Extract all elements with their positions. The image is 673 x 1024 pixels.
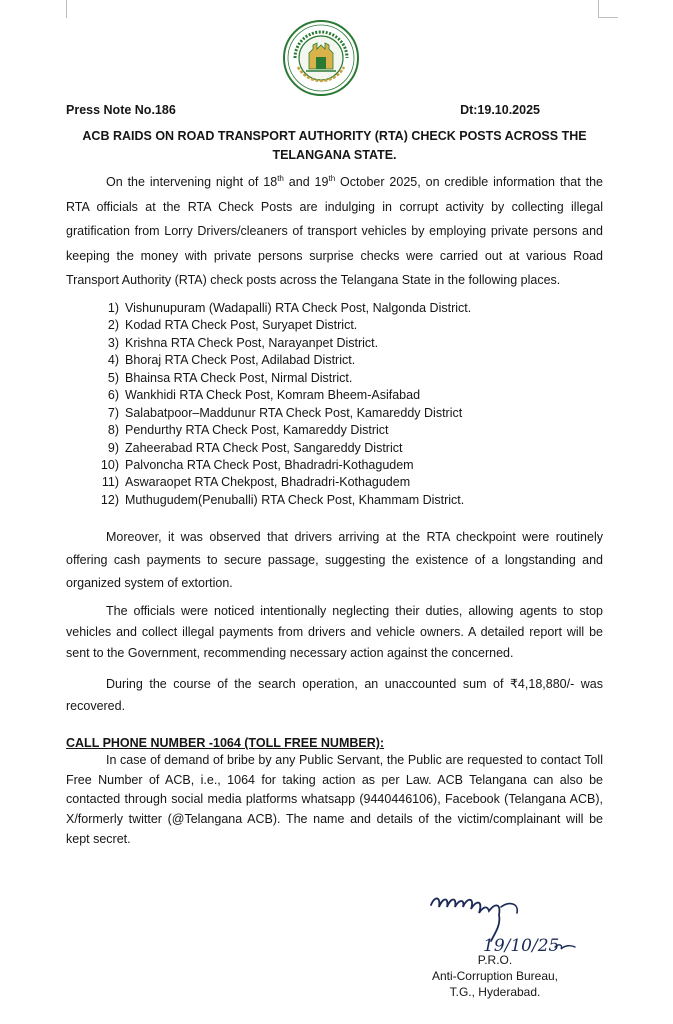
list-item: 12) Muthugudem(Penuballi) RTA Check Post, Khammam District. xyxy=(100,492,465,507)
title-line-2: TELANGANA STATE. xyxy=(272,148,397,162)
page-corner-mark-right xyxy=(598,0,599,18)
press-note-title xyxy=(66,127,603,165)
title-line-1: ACB RAIDS ON ROAD TRANSPORT AUTHORITY (RTA) CHECK POSTS ACROSS THE xyxy=(82,129,587,143)
list-item: 9) Zaheerabad RTA Check Post, Sangareddy District xyxy=(107,440,403,455)
handwritten-date: 19/10/25 xyxy=(483,936,560,956)
list-item: 2) Kodad RTA Check Post, Suryapet District. xyxy=(107,318,358,333)
page-corner-mark-left xyxy=(66,0,67,18)
signoff-department: Anti-Corruption Bureau, xyxy=(431,969,559,983)
intro-paragraph: On the intervening night of 18th and 19th October 2025, on credible information that the RTA officials at the RTA Check Posts are indulging in corrupt activity by collecting illegal gratification from Lorry Drivers/cleaners of transport vehicles by employing private persons and keeping the money with private persons surprise checks were carried out at various Road Transport Authority (RTA) check posts across the Telangana State in the following places. xyxy=(66,173,603,287)
list-item: 8) Pendurthy RTA Check Post, Kamareddy District xyxy=(107,423,389,438)
signoff-location: T.G., Hyderabad. xyxy=(449,985,541,999)
officials-paragraph: The officials were noticed intentionally neglecting their duties, allowing agents to stop vehicles and collect illegal payments from drivers and vehicle owners. A detailed report will be sent to the Government, recommending necessary action against the concerned. xyxy=(66,604,603,660)
signoff-block xyxy=(420,952,570,1000)
check-post-list xyxy=(96,300,576,509)
recovery-paragraph: During the course of the search operation, an unaccounted sum of ₹4,18,880/- was recovered. xyxy=(66,677,603,713)
list-item: 5) Bhainsa RTA Check Post, Nirmal District. xyxy=(107,370,353,385)
toll-free-paragraph: In case of demand of bribe by any Public Servant, the Public are requested to contact Toll Free Number of ACB, i.e., 1064 for taking action as per Law. ACB Telangana can also be contacted through social media platforms whatsapp (9440446106), Facebook (Telangana ACB), X/formerly twitter (@Telangana ACB). The name and details of the victim/complainant will be kept secret. xyxy=(66,753,603,846)
list-item: 1) Vishunupuram (Wadapalli) RTA Check Post, Nalgonda District. xyxy=(107,301,472,315)
government-seal-icon xyxy=(282,19,360,97)
press-note-date: Dt:19.10.2025 xyxy=(460,103,540,117)
list-item: 7) Salabatpoor–Maddunur RTA Check Post, Kamareddy District xyxy=(107,405,463,420)
list-item: 3) Krishna RTA Check Post, Narayanpet District. xyxy=(107,335,379,350)
press-note-number: Press Note No.186 xyxy=(66,103,176,117)
handwritten-signature-icon xyxy=(425,885,595,960)
list-item: 11) Aswaraopet RTA Chekpost, Bhadradri-Kothagudem xyxy=(101,475,411,490)
toll-free-heading: CALL PHONE NUMBER -1064 (TOLL FREE NUMBER): xyxy=(66,736,385,750)
signoff-title: P.R.O. xyxy=(477,953,513,967)
list-item: 4) Bhoraj RTA Check Post, Adilabad District. xyxy=(107,353,356,368)
observation-paragraph: Moreover, it was observed that drivers arriving at the RTA checkpoint were routinely offering cash payments to secure passage, suggesting the existence of a longstanding and organized system of extortion. xyxy=(66,530,603,590)
list-item: 6) Wankhidi RTA Check Post, Komram Bheem-Asifabad xyxy=(107,388,421,403)
list-item: 10) Palvoncha RTA Check Post, Bhadradri-Kothagudem xyxy=(100,457,414,472)
